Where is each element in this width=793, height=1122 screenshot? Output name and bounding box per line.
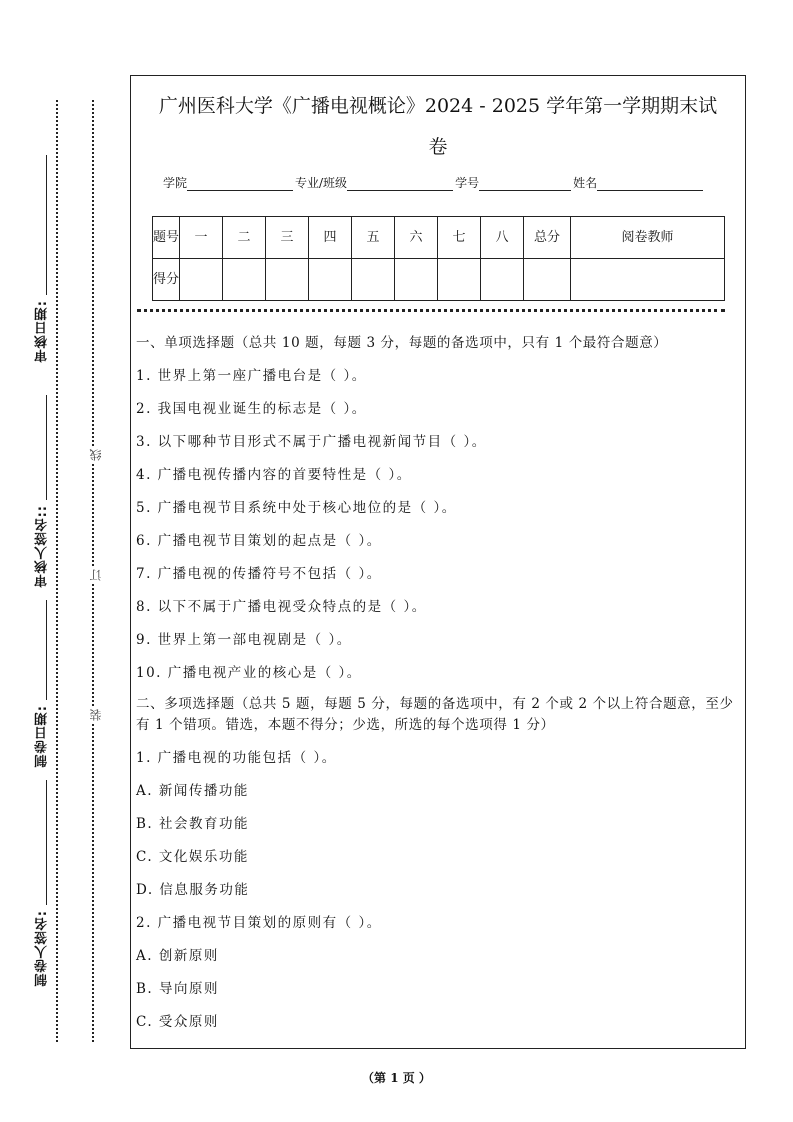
section2-question-1: 1. 广播电视的功能包括（ ）。 [136,750,337,766]
review-date-line[interactable] [46,155,47,295]
section1-question-6: 6. 广播电视节目策划的起点是（ ）。 [136,533,382,549]
section2-q1-option-d: D. 信息服务功能 [136,882,250,898]
creation-date-line[interactable] [46,600,47,700]
section1-heading: 一、单项选择题（总共 10 题，每题 3 分，每题的备选项中，只有 1 个最符合题意） [136,335,668,351]
section2-q2-option-b: B. 导向原则 [136,981,220,997]
binding-mark-staple: 订 [89,569,103,581]
col-3: 三 [266,217,309,259]
college-field[interactable] [187,178,293,191]
col-5: 五 [352,217,395,259]
binding-mark-bind: 装 [89,709,103,721]
score-cell[interactable] [266,259,309,301]
score-cell[interactable] [223,259,266,301]
section2 [136,694,742,1046]
section1-question-7: 7. 广播电视的传播符号不包括（ ）。 [136,566,382,582]
col-4: 四 [309,217,352,259]
col-6: 六 [395,217,438,259]
section1 [136,334,742,697]
page-number: （第 1 页 ） [362,1071,431,1085]
col-1: 一 [180,217,223,259]
student-id-label: 学号 [455,176,480,190]
student-id-field[interactable] [479,178,571,191]
score-row [153,259,725,301]
section2-question-2: 2. 广播电视节目策划的原则有（ ）。 [136,915,382,931]
col-2: 二 [223,217,266,259]
score-cell[interactable] [481,259,524,301]
name-field[interactable] [597,178,703,191]
reviewer-signature-label: 审核人签名:: [35,505,50,588]
exam-title-line2: 卷 [428,136,448,158]
score-cell[interactable] [180,259,223,301]
reviewer-signature-line[interactable] [46,395,47,500]
section2-q1-option-c: C. 文化娱乐功能 [136,849,249,865]
col-total: 总分 [524,217,571,259]
name-label: 姓名 [573,176,598,190]
college-label: 学院 [163,176,188,190]
review-date-label: 审核日期: [35,300,50,363]
binding-mark-line: 线 [89,449,103,461]
score-cell[interactable] [438,259,481,301]
section1-question-4: 4. 广播电视传播内容的首要特性是（ ）。 [136,467,412,483]
exam-title-line1: 广州医科大学《广播电视概论》2024 - 2025 学年第一学期期末试 [158,95,718,117]
score-table [152,216,725,301]
col-7: 七 [438,217,481,259]
creator-signature-line[interactable] [46,780,47,905]
section1-question-2: 2. 我国电视业诞生的标志是（ ）。 [136,401,367,417]
score-cell[interactable] [395,259,438,301]
margin-dotted-line-outer [56,100,58,1042]
score-cell[interactable] [524,259,571,301]
question-number-row [153,217,725,259]
section2-q2-option-c: C. 受众原则 [136,1014,219,1030]
section2-q2-option-a: A. 创新原则 [136,948,219,964]
student-info-row [163,174,705,191]
major-class-label: 专业/班级 [295,176,348,190]
section1-question-10: 10. 广播电视产业的核心是（ ）。 [136,665,362,681]
section2-heading: 二、多项选择题（总共 5 题，每题 5 分，每题的备选项中，有 2 个或 2 个以上符合题意，至少有 1 个错项。错选，本题不得分；少选，所选的每个选项得 1 分） [136,696,734,733]
section2-q1-option-b: B. 社会教育功能 [136,816,250,832]
section1-question-3: 3. 以下哪种节目形式不属于广播电视新闻节目（ ）。 [136,434,487,450]
section1-question-8: 8. 以下不属于广播电视受众特点的是（ ）。 [136,599,427,615]
separator-dotted-line [137,309,725,312]
section1-question-5: 5. 广播电视节目系统中处于核心地位的是（ ）。 [136,500,457,516]
section1-question-1: 1. 世界上第一座广播电台是（ ）。 [136,368,367,384]
section2-q1-option-a: A. 新闻传播功能 [136,783,249,799]
col-8: 八 [481,217,524,259]
section1-question-9: 9. 世界上第一部电视剧是（ ）。 [136,632,352,648]
creation-date-label: 制卷日期: [35,705,50,768]
major-class-field[interactable] [347,178,453,191]
score-cell[interactable] [309,259,352,301]
exam-frame [130,75,746,1049]
score-cell[interactable] [352,259,395,301]
row-label-score: 得分 [153,259,180,301]
creator-signature-label: 制卷人签名: [35,910,50,987]
row-label-question: 题号 [153,217,180,259]
col-grader: 阅卷教师 [571,217,725,259]
score-cell[interactable] [571,259,725,301]
